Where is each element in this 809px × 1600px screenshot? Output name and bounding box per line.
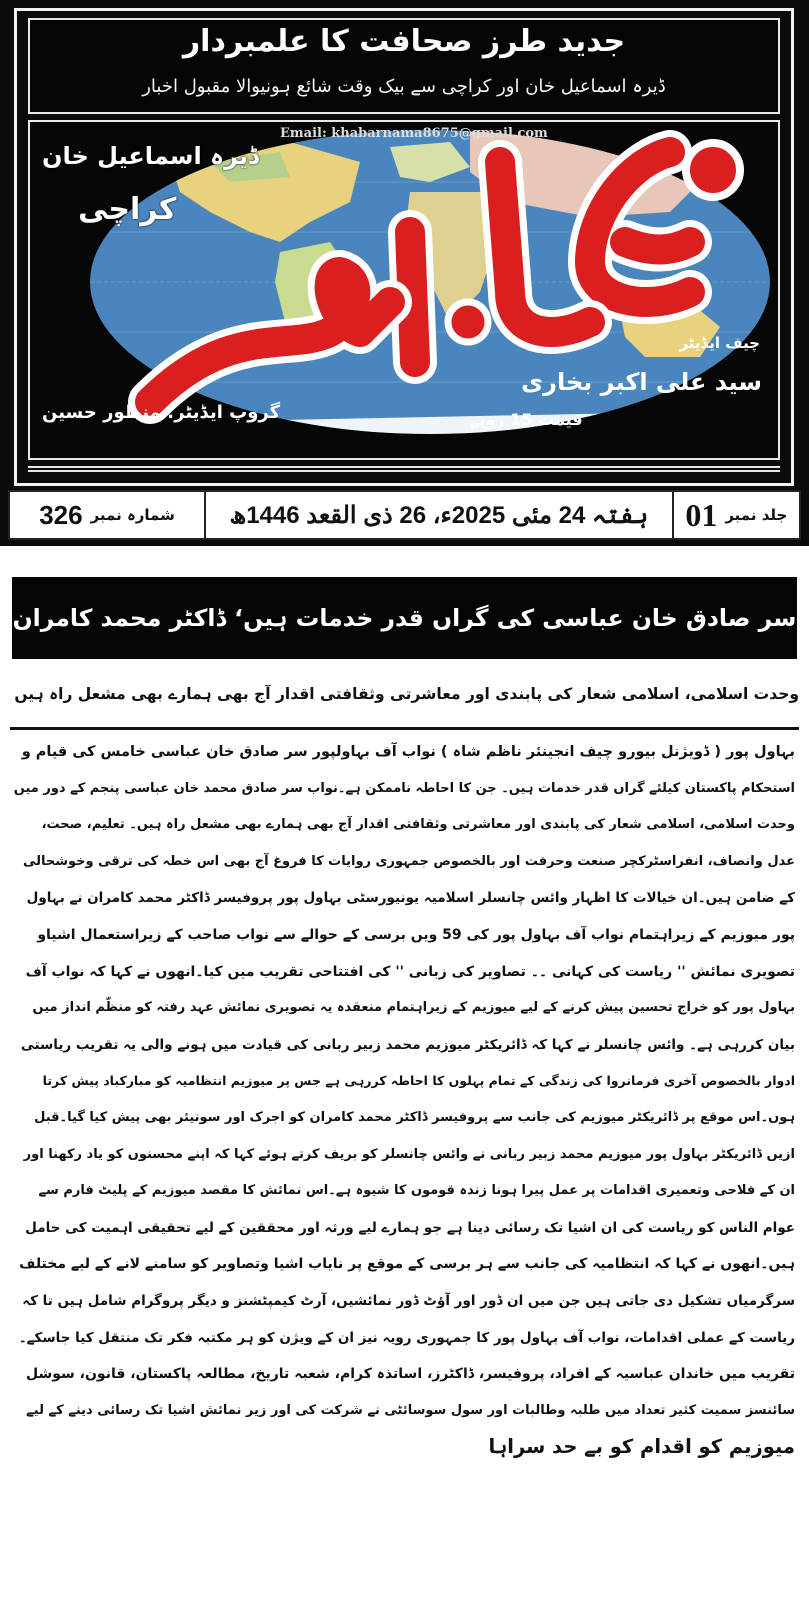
article-line: عوام الناس کو ریاست کی ان اشیا تک رسائی دینا ہے جو ہمارے لیے ورثہ اور محققین کے لیے تحقیقی اہمیت کی حامل bbox=[25, 1219, 795, 1236]
article-line: بہاول پور ( ڈویژنل بیورو چیف انجینئر ناظم شاہ ) نواب آف بہاولپور سر صادق خان عباسی خامس کی قیام و bbox=[21, 744, 795, 760]
article-line: عدل وانصاف، انفراسٹرکچر صنعت وحرفت اور بالخصوص جمہوری روایات کا فروغ آج بھی اس خطہ کی ترقی وخوشحالی bbox=[22, 853, 795, 869]
volume-cell bbox=[672, 492, 799, 538]
email-address: Email: khabarnama8675@gmail.com bbox=[280, 126, 548, 141]
logo-dot bbox=[686, 143, 740, 197]
price: قیمت 15 روپے bbox=[470, 410, 583, 429]
article-line: میوزیم کو اقدام کو بے حد سراہا bbox=[488, 1435, 795, 1459]
tagline-box bbox=[28, 18, 780, 114]
chief-editor-label: چیف ایڈیٹر bbox=[679, 334, 760, 352]
subheadline: وحدت اسلامی، اسلامی شعار کی پابندی اور معاشرتی وثقافتی اقدار آج بھی ہمارے بھی مشعل راہ ہیں bbox=[14, 685, 799, 703]
group-editor: گروپ ایڈیٹر: منظور حسین bbox=[42, 402, 281, 423]
issue-number-label: شمارہ نمبر bbox=[90, 506, 175, 524]
chief-editor-name: سید علی اکبر بخاری bbox=[521, 368, 762, 396]
article-line: ریاست کے عملی اقدامات، نواب آف بہاول پور کا جمہوری رویہ نیز ان کے ویژن کو ہر مکتبہ فکر تک منتقل کیا جاسکے۔ bbox=[18, 1329, 795, 1346]
masthead-rule bbox=[28, 466, 780, 472]
article-line: ہوں۔اس موقع پر ڈائریکٹر میوزیم کی جانب سے پروفیسر ڈاکٹر محمد کامران کو اجرک اور سونیئر بھی پیش کیا گیا۔قبل bbox=[34, 1109, 795, 1125]
headline: سر صادق خان عباسی کی گراں قدر خدمات ہیں‘ ڈاکٹر محمد کامران bbox=[12, 604, 797, 632]
article-line: استحکام پاکستان کیلئے گراں قدر خدمات ہیں۔ جن کا احاطہ ناممکن ہے۔نواب سر صادق محمد خان عباسی پنجم کے دور میں bbox=[14, 780, 795, 796]
city-dera-ismail-khan: ڈیرہ اسماعیل خان bbox=[42, 142, 259, 170]
article-line: سائنسز سمیت کثیر تعداد میں طلبہ وطالبات اور سول سوسائٹی نے شرکت کی اور زیر نمائش اشیا تک رسائی دینے کے لیے bbox=[26, 1402, 795, 1418]
logo-dot bbox=[448, 302, 488, 342]
article-line: کے ضامن ہیں۔ان خیالات کا اظہار وائس چانسلر اسلامیہ یونیورسٹی بہاول پور پروفیسر ڈاکٹر محمد کامران نے بہاول bbox=[26, 890, 795, 907]
article-line: ازیں ڈائریکٹر بہاول پور میوزیم محمد زبیر ربانی نے وائس چانسلر کو بریف کرتے ہوئے کہا کہ اپنے محسنوں کو یاد رکھنا اور bbox=[23, 1146, 795, 1162]
article-line: ادوار بالخصوص آخری فرمانروا کی زندگی کے تمام پہلوں کا احاطہ کررہی ہے جس پر میوزیم انتظامیہ کو مبارکباد پیش کرتا bbox=[42, 1073, 795, 1089]
volume-label: جلد نمبر bbox=[725, 506, 788, 524]
article-line: سرگرمیاں تشکیل دی جاتی ہیں جن میں ان ڈور اور آؤٹ ڈور نمائشیں، آرٹ کیمپٹشنز و دیگر پروگرام شامل ہیں تا کہ bbox=[22, 1292, 795, 1309]
article-line: ان کے فلاحی وتعمیری اقدامات پر عمل پیرا ہونا زندہ قوموں کا شیوہ ہے۔اس نمائش کا مقصد میوزیم کے پلیٹ فارم سے bbox=[38, 1183, 795, 1199]
article-line: بیان کررہی ہے۔ وائس چانسلر نے کہا کہ ڈائریکٹر میوزیم محمد زبیر ربانی کی قیادت میں ہونے والی یہ تقریب ریاستی bbox=[20, 1036, 795, 1053]
article-line: بہاول پور کو خراج تحسین پیش کرنے کے لیے میوزیم کے زیراہتمام منعقدہ یہ تصویری نمائش عہد رفتہ کو منظّم انداز میں bbox=[32, 1000, 795, 1016]
masthead bbox=[0, 0, 809, 546]
subtagline: ڈیرہ اسماعیل خان اور کراچی سے بیک وقت شائع ہونیوالا مقبول اخبار bbox=[142, 76, 666, 97]
issue-date: ہفتہ 24 مئی 2025ء، 26 ذی القعد 1446ھ bbox=[229, 501, 649, 529]
city-karachi: کراچی bbox=[78, 192, 177, 227]
subheadline-rule bbox=[10, 727, 799, 730]
issue-number-value: 326 bbox=[39, 499, 83, 530]
date-cell bbox=[204, 492, 672, 538]
headline-box bbox=[12, 577, 797, 659]
issue-number-cell bbox=[10, 492, 204, 538]
logo-box bbox=[28, 120, 780, 460]
article-body bbox=[14, 734, 795, 1466]
tagline: جدید طرز صحافت کا علمبردار bbox=[182, 24, 626, 59]
volume-value: 01 bbox=[685, 496, 718, 533]
issue-info-bar bbox=[8, 490, 801, 540]
article-line: وحدت اسلامی، اسلامی شعار کی پابندی اور معاشرتی وثقافتی اقدار آج بھی ہمارے بھی مشعل راہ ہیں۔ تعلیم، صحت، bbox=[41, 817, 795, 833]
article-line: تقریب میں خاندان عباسیہ کے افراد، پروفیسر، ڈاکٹرز، اساتذہ کرام، شعبہ تاریخ، مطالعہ پاکستان، قانون، سوشل bbox=[25, 1366, 795, 1383]
article-line: تصویری نمائش '' ریاست کی کہانی ۔۔ تصاویر کی زبانی '' کی افتتاحی تقریب میں کیا۔انھوں نے کہا کہ نواب آف bbox=[25, 963, 795, 980]
article-line: ہیں۔انھوں نے کہا کہ انتظامیہ کی جانب سے ہر برسی کے موقع پر نایاب اشیا وتصاویر کو سامنے لانے کے لیے مختلف bbox=[19, 1256, 795, 1273]
article-line: پور میوزیم کے زیراہتمام نواب آف بہاول پور کی 59 ویں برسی کے حوالے سے نواب صاحب کے زیراستعمال اشیاو bbox=[37, 926, 795, 943]
